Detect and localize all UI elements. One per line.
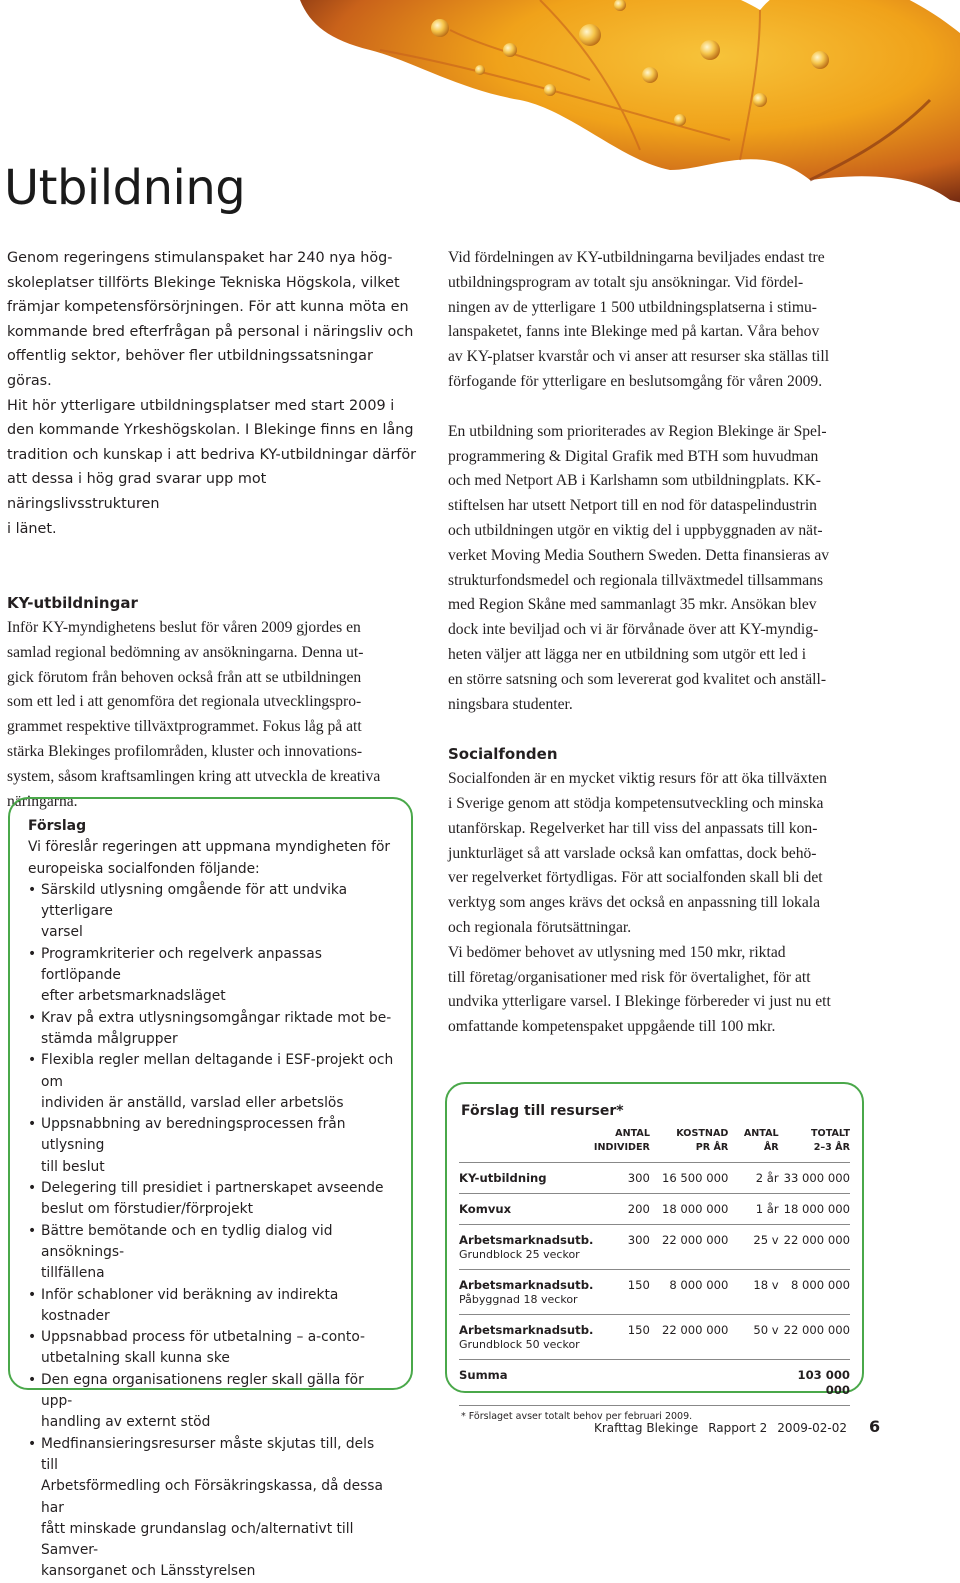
intro-paragraph: Genom regeringens stimulanspaket har 240 nya hög- skoleplatser tillförts Blekinge Tekniska Högskola, vilket främjar kompetensförsörjningen. För att kunna möta en kommande bred efterfrågan på personal i näringsliv och offentlig sektor, behöver fler utbildningssatsningar göras. Hit hör ytterligare utbildningsplatser med start 2009 i den kommande Yrkeshögskolan. I Blekinge finns en lång tradition och kunskap i att bedriva KY-utbildningar därför att dessa i hög grad svarar upp mot näringslivsstrukturen i länet. <box>7 250 417 537</box>
table-row: Arbetsmarknadsutb. Påbyggnad 18 veckor 150 8 000 000 18 v 8 000 000 <box>459 1278 850 1306</box>
list-item: • Bättre bemötande och en tydlig dialog vid ansöknings- tillfällena <box>28 1221 395 1285</box>
table-row: Arbetsmarknadsutb. Grundblock 50 veckor 150 22 000 000 50 v 22 000 000 <box>459 1323 850 1351</box>
table-row: Arbetsmarknadsutb. Grundblock 25 veckor 300 22 000 000 25 v 22 000 000 <box>459 1233 850 1261</box>
table-header-row <box>459 1127 850 1163</box>
list-item: • Medfinansieringsresurser måste skjutas till, dels till Arbetsförmedling och Försäkringskassa, då dessa har fått minskade grundanslag och/alternativt till Samver- kansorganet och Länsstyrelsen <box>28 1434 395 1583</box>
proposal-list <box>28 880 395 1583</box>
left-column <box>7 246 422 814</box>
proposal-title: Förslag <box>28 818 87 834</box>
socialfonden-paragraph: Socialfonden är en mycket viktig resurs för att öka tillväxten i Sverige genom att stödja kompetensutveckling och minska utanförskap. Regelverket har till viss del anpassats till kon- junkturläget så att varslade också kan omfattas, dock behö- ver regelverket förtydligas. För att socialfonden skall bli det verktyg som anges krävs det också en anpassning till lokala och regionala förutsättningar. Vi bedömer behovet av utlysning med 150 mkr, riktad till företag/organisationer med risk för övertalighet, för att undvika ytterligare varsel. I Blekinge förbereder vi just nu ett omfattande kompetenspaket uppgående till 100 mkr. <box>448 770 831 1036</box>
column-header: ANTAL INDIVIDER <box>593 1128 650 1153</box>
leaf-photo <box>290 0 960 210</box>
proposal-box <box>8 797 413 1580</box>
resources-box <box>445 1082 864 1422</box>
footer-publication: Krafttag Blekinge <box>594 1421 699 1435</box>
column-header: TOTALT 2–3 ÅR <box>811 1128 850 1153</box>
list-item: • Delegering till presidiet i partnerskapet avseende beslut om förstudier/förprojekt <box>28 1178 395 1221</box>
list-item: • Programkriterier och regelverk anpassas fortlöpande efter arbetsmarknadsläget <box>28 944 395 1008</box>
footer-report: Rapport 2 <box>708 1421 768 1435</box>
page-footer <box>594 1417 880 1438</box>
page-title: Utbildning <box>4 160 246 216</box>
ky-allocation-paragraph: Vid fördelningen av KY-utbildningarna beviljades endast tre utbildningsprogram av totalt sju ansökningar. Vid fördel- ningen av de ytterligare 1 500 utbildningsplatserna i stimu- lanspaketet, fanns inte Blekinge med på kartan. Våra behov av KY-platser kvarstår och vi anser att resurser ska ställas till förfogande för ytterligare en beslutsomgång för våren 2009. <box>448 249 830 390</box>
footer-date: 2009-02-02 <box>777 1421 848 1435</box>
list-item: • Flexibla regler mellan deltagande i ESF-projekt och om individen är anställd, varslad eller arbetslös <box>28 1050 395 1114</box>
list-item: • Uppsnabbad process för utbetalning – a-conto- utbetalning skall kunna ske <box>28 1327 395 1370</box>
table-row: KY-utbildning 300 16 500 000 2 år 33 000 000 <box>459 1171 850 1185</box>
game-programming-paragraph: En utbildning som prioriterades av Region Blekinge är Spel- programmering & Digital Grafik med BTH som huvudman och med Netport AB i Karlshamn som utbildningplats. KK- stiftelsen har utsett Netport till en nod för dataspelindustrin och utbildningen utgör en viktig del i uppbyggnaden av nät- verket Moving Media Southern Sweden. Detta finansieras av strukturfondsmedel och regionala tillväxtmedel tillsammans med Region Skåne med sammanlagt 35 mkr. Ansökan blev dock inte beviljad och vi är förvånade över att KY-myndig- heten väljer att lägga ner en utbildning som utgör ett led i en större satsning och som levererat god kvalitet och anställ- ningsbara studenter. <box>448 422 830 713</box>
resources-table <box>459 1127 850 1407</box>
page-number: 6 <box>869 1417 881 1436</box>
ky-heading: KY-utbildningar <box>7 594 138 613</box>
list-item: • Inför schabloner vid beräkning av indirekta kostnader <box>28 1285 395 1328</box>
table-row: Komvux 200 18 000 000 1 år 18 000 000 <box>459 1202 850 1216</box>
proposal-intro: Vi föreslår regeringen att uppmana myndigheten för europeiska socialfonden följande: <box>28 839 391 877</box>
column-header: KOSTNAD PR ÅR <box>676 1128 729 1153</box>
table-sum-row: Summa 103 000 000 <box>459 1368 850 1397</box>
table-footnote: * Förslaget avser totalt behov per februari 2009. <box>461 1411 693 1422</box>
list-item: • Särskild utlysning omgående för att undvika ytterligare varsel <box>28 880 395 944</box>
column-header: ANTAL ÅR <box>743 1128 779 1153</box>
socialfonden-heading: Socialfonden <box>448 745 558 764</box>
list-item: • Krav på extra utlysningsomgångar riktade mot be- stämda målgrupper <box>28 1008 395 1051</box>
list-item: • Uppsnabbning av beredningsprocessen från utlysning till beslut <box>28 1114 395 1178</box>
resources-title: Förslag till resurser* <box>461 1103 624 1119</box>
right-column <box>448 246 918 1040</box>
list-item: • Den egna organisationens regler skall gälla för upp- handling av externt stöd <box>28 1370 395 1434</box>
ky-paragraph: Inför KY-myndighetens beslut för våren 2009 gjordes en samlad regional bedömning av ansökningarna. Denna ut- gick förutom från behoven också från att se utbildningen som ett led i att genomföra det regionala utvecklingspro- grammet respektive tillväxtprogrammet. Fokus låg på att stärka Blekinges profilområden, kluster och innovations- system, såsom kraftsamlingen kring att utveckla de kreativa näringarna. <box>7 618 381 810</box>
